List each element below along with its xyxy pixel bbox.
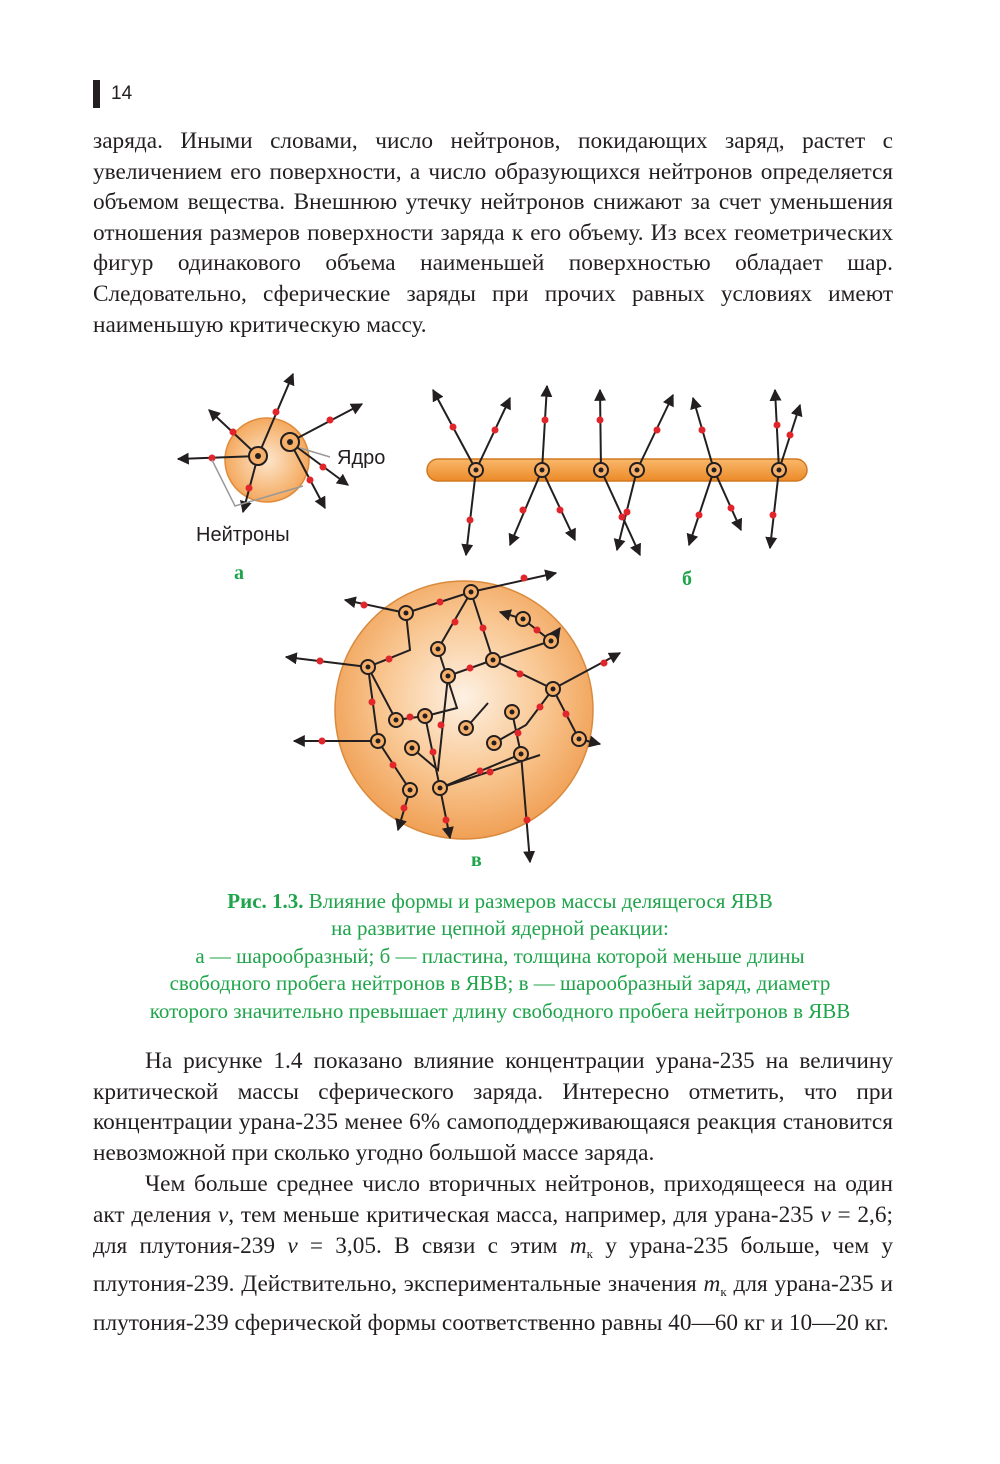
paragraph-critical-mass: Чем больше среднее число вторичных нейтронов, приходящееся на один акт деления ν, тем меньше критическая масса, например, для урана-235 ν = 2,6; для плутония-239 ν = 3,05. В связи с этим $m_к$ у урана-235 больше, чем у плутония-239. Действительно, экспериментальные значения $m_к$ для урана-235 и плутония-239 сферической формы соответственно равны 40—60 кг и 10—20 кг. — [93, 1171, 893, 1336]
figure-caption — [60, 888, 940, 1025]
figure-drawing — [0, 360, 1000, 880]
label-neutrons: Нейтроны — [196, 524, 290, 546]
letter-a: а — [234, 562, 244, 584]
caption-title-1: Влияние формы и размеров массы делящегося ЯВВ — [308, 889, 773, 913]
page-header — [93, 79, 132, 109]
caption-line-1 — [60, 888, 940, 915]
paragraph-top — [93, 126, 893, 340]
header-bar — [93, 80, 100, 108]
diagram-a-sphere — [178, 374, 385, 584]
label-nucleus: Ядро — [337, 447, 386, 469]
figure-1-3 — [0, 360, 1000, 880]
diagram-v-large-sphere — [286, 573, 620, 871]
page-number: 14 — [111, 83, 133, 104]
letter-b: б — [682, 568, 692, 590]
paragraph-continuation: заряда. Иными словами, число нейтронов, покидающих заряд, растет с увеличением его поверхности, а число образующихся нейтронов определяется объемом вещества. Внешнюю утечку нейтронов снижают за счет уменьшения отношения размеров поверхности заряда к его объему. Из всех геометрических фигур одинакового объема наименьшей поверхностью обладает шар. Следовательно, сферические заряды при прочих равных условиях имеют наименьшую критическую массу. — [93, 128, 893, 338]
paragraphs-bottom — [93, 1046, 893, 1338]
caption-line-3: а — шарообразный; б — пластина, толщина которой меньше длины — [195, 943, 805, 968]
caption-line-5: которого значительно превышает длину свободного пробега нейтронов в ЯВВ — [149, 998, 851, 1023]
caption-label: Рис. 1.3. — [227, 889, 304, 913]
letter-v: в — [471, 849, 482, 871]
caption-line-2: на развитие цепной ядерной реакции: — [331, 916, 669, 941]
caption-line-4: свободного пробега нейтронов в ЯВВ; в — шарообразный заряд, диаметр — [169, 971, 831, 996]
diagram-b-plate — [427, 386, 807, 590]
paragraph-uranium-concentration: На рисунке 1.4 показано влияние концентрации урана-235 на величину критической массы сферического заряда. Интересно отметить, что при концентрации урана-235 менее 6% самоподдерживающаяся реакция становится невозможной при сколько угодно большой массе заряда. — [93, 1048, 893, 1166]
